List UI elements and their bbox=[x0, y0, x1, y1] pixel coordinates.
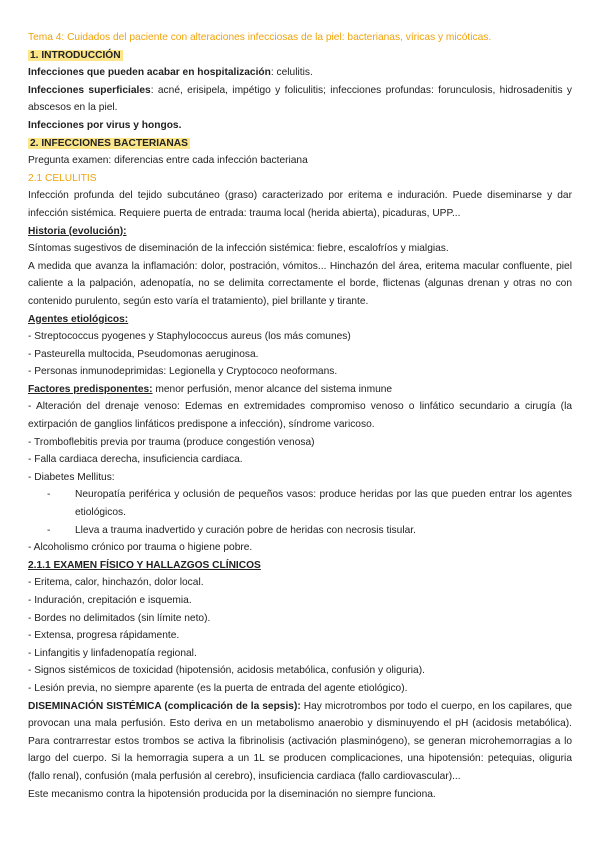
list-item: - Induración, crepitación e isquemia. bbox=[28, 595, 192, 606]
examen-heading: 2.1.1 EXAMEN FÍSICO Y HALLAZGOS CLÍNICOS bbox=[28, 559, 261, 571]
list-item: - Extensa, progresa rápidamente. bbox=[28, 630, 180, 642]
exam-question: Pregunta examen: diferencias entre cada infección bacteriana bbox=[28, 155, 308, 167]
list-item: - Falla cardiaca derecha, insuficiencia cardiaca. bbox=[28, 454, 243, 466]
agentes-heading: Agentes etiológicos: bbox=[28, 313, 129, 325]
intro-line-1: Infecciones que pueden acabar en hospitalización: celulitis. bbox=[28, 67, 313, 79]
list-item: - Eritema, calor, hinchazón, dolor local. bbox=[28, 577, 204, 589]
intro-line-2: Infecciones superficiales: acné, erisipela, impétigo y foliculitis; infecciones profundas: forunculosis, hidrosadenitis y abscesos en la piel. bbox=[28, 84, 572, 114]
section-1-heading bbox=[28, 47, 572, 65]
closing-line: Este mecanismo contra la hipotensión producida por la diseminación no siempre funciona. bbox=[28, 788, 436, 800]
list-item: - Linfangitis y linfadenopatía regional. bbox=[28, 647, 197, 659]
list-item: - Alcoholismo crónico por trauma o higiene pobre. bbox=[28, 542, 253, 554]
historia-line-1: Síntomas sugestivos de diseminación de la infección sistémica: fiebre, escalofríos y mialgias. bbox=[28, 243, 449, 255]
sub-list-item: - Neuropatía periférica y oclusión de pequeños vasos: produce heridas por las que pueden entrar los agentes etiológicos. bbox=[47, 489, 572, 519]
document-title: Tema 4: Cuidados del paciente con alteraciones infecciosas de la piel: bacterianas, víricas y micóticas. bbox=[28, 32, 492, 43]
factores-line: Factores predisponentes: menor perfusión, menor alcance del sistema inmune bbox=[28, 383, 393, 395]
list-item: - Lesión previa, no siempre aparente (es la puerta de entrada del agente etiológico). bbox=[28, 682, 408, 694]
list-item: - Pasteurella multocida, Pseudomonas aeruginosa. bbox=[28, 348, 259, 360]
list-item: - Personas inmunodeprimidas: Legionella y Cryptococo neoformans. bbox=[28, 366, 338, 378]
list-item: - Signos sistémicos de toxicidad (hipotensión, acidosis metabólica, confusión y oliguria). bbox=[28, 665, 425, 677]
list-item: - Bordes no delimitados (sin límite neto). bbox=[28, 612, 211, 624]
celulitis-definition: Infección profunda del tejido subcutáneo (graso) caracterizado por eritema e induración. Puede diseminarse y dar infección sistémica. Requiere puerta de entrada: trauma local (herida abierta), picaduras, UPP... bbox=[28, 190, 572, 219]
diseminacion-paragraph: DISEMINACIÓN SISTÉMICA (complicación de la sepsis): Hay microtrombos por todo el cuerpo, en los capilares, que provocan una mala perfusión. Esto deriva en un metabolismo anaerobio y disminuyendo el pH (acidosis metabólica). Para contrarrestar estos trombos se activa la fibrinolisis (activación plasminógeno), se generan microhemorragias a lo largo del cuerpo. Si la hemorragia supera a un 1L se producen complicaciones, una hipotensión: petequias, oliguria (fallo renal), confusión (mala perfusión al cerebro), insuficiencia cardiaca (fallo cardiovascular)... bbox=[28, 700, 572, 782]
heading-highlight: 1. INTRODUCCIÓN bbox=[30, 49, 121, 61]
sub-list-item: - Lleva a trauma inadvertido y curación pobre de heridas con necrosis tisular. bbox=[47, 524, 416, 536]
list-item: - Tromboflebitis previa por trauma (produce congestión venosa) bbox=[28, 436, 315, 448]
historia-heading: Historia (evolución): bbox=[28, 225, 127, 237]
intro-line-3: Infecciones por virus y hongos. bbox=[28, 119, 182, 131]
heading-highlight: 2. INFECCIONES BACTERIANAS bbox=[30, 137, 188, 149]
list-item: - Alteración del drenaje venoso: Edemas en extremidades compromiso venoso o linfático secundario a cirugía (la extirpación de ganglios linfáticos predispone a infección), síndrome varicoso. bbox=[28, 401, 572, 431]
section-2-heading bbox=[28, 135, 572, 153]
list-item: - Diabetes Mellitus: bbox=[28, 471, 115, 483]
historia-line-2: A medida que avanza la inflamación: dolor, postración, vómitos... Hinchazón del área, eritema macular confluente, piel caliente a la palpación, adenopatía, no se delimita correctamente el borde, flictenas (algunas drenan y otras no con contenido purulento, según esto varía el tratamiento), piel brillante y tirante. bbox=[28, 260, 572, 307]
list-item: - Streptococcus pyogenes y Staphylococcus aureus (los más comunes) bbox=[28, 331, 351, 343]
celulitis-heading: 2.1 CELULITIS bbox=[28, 172, 97, 184]
